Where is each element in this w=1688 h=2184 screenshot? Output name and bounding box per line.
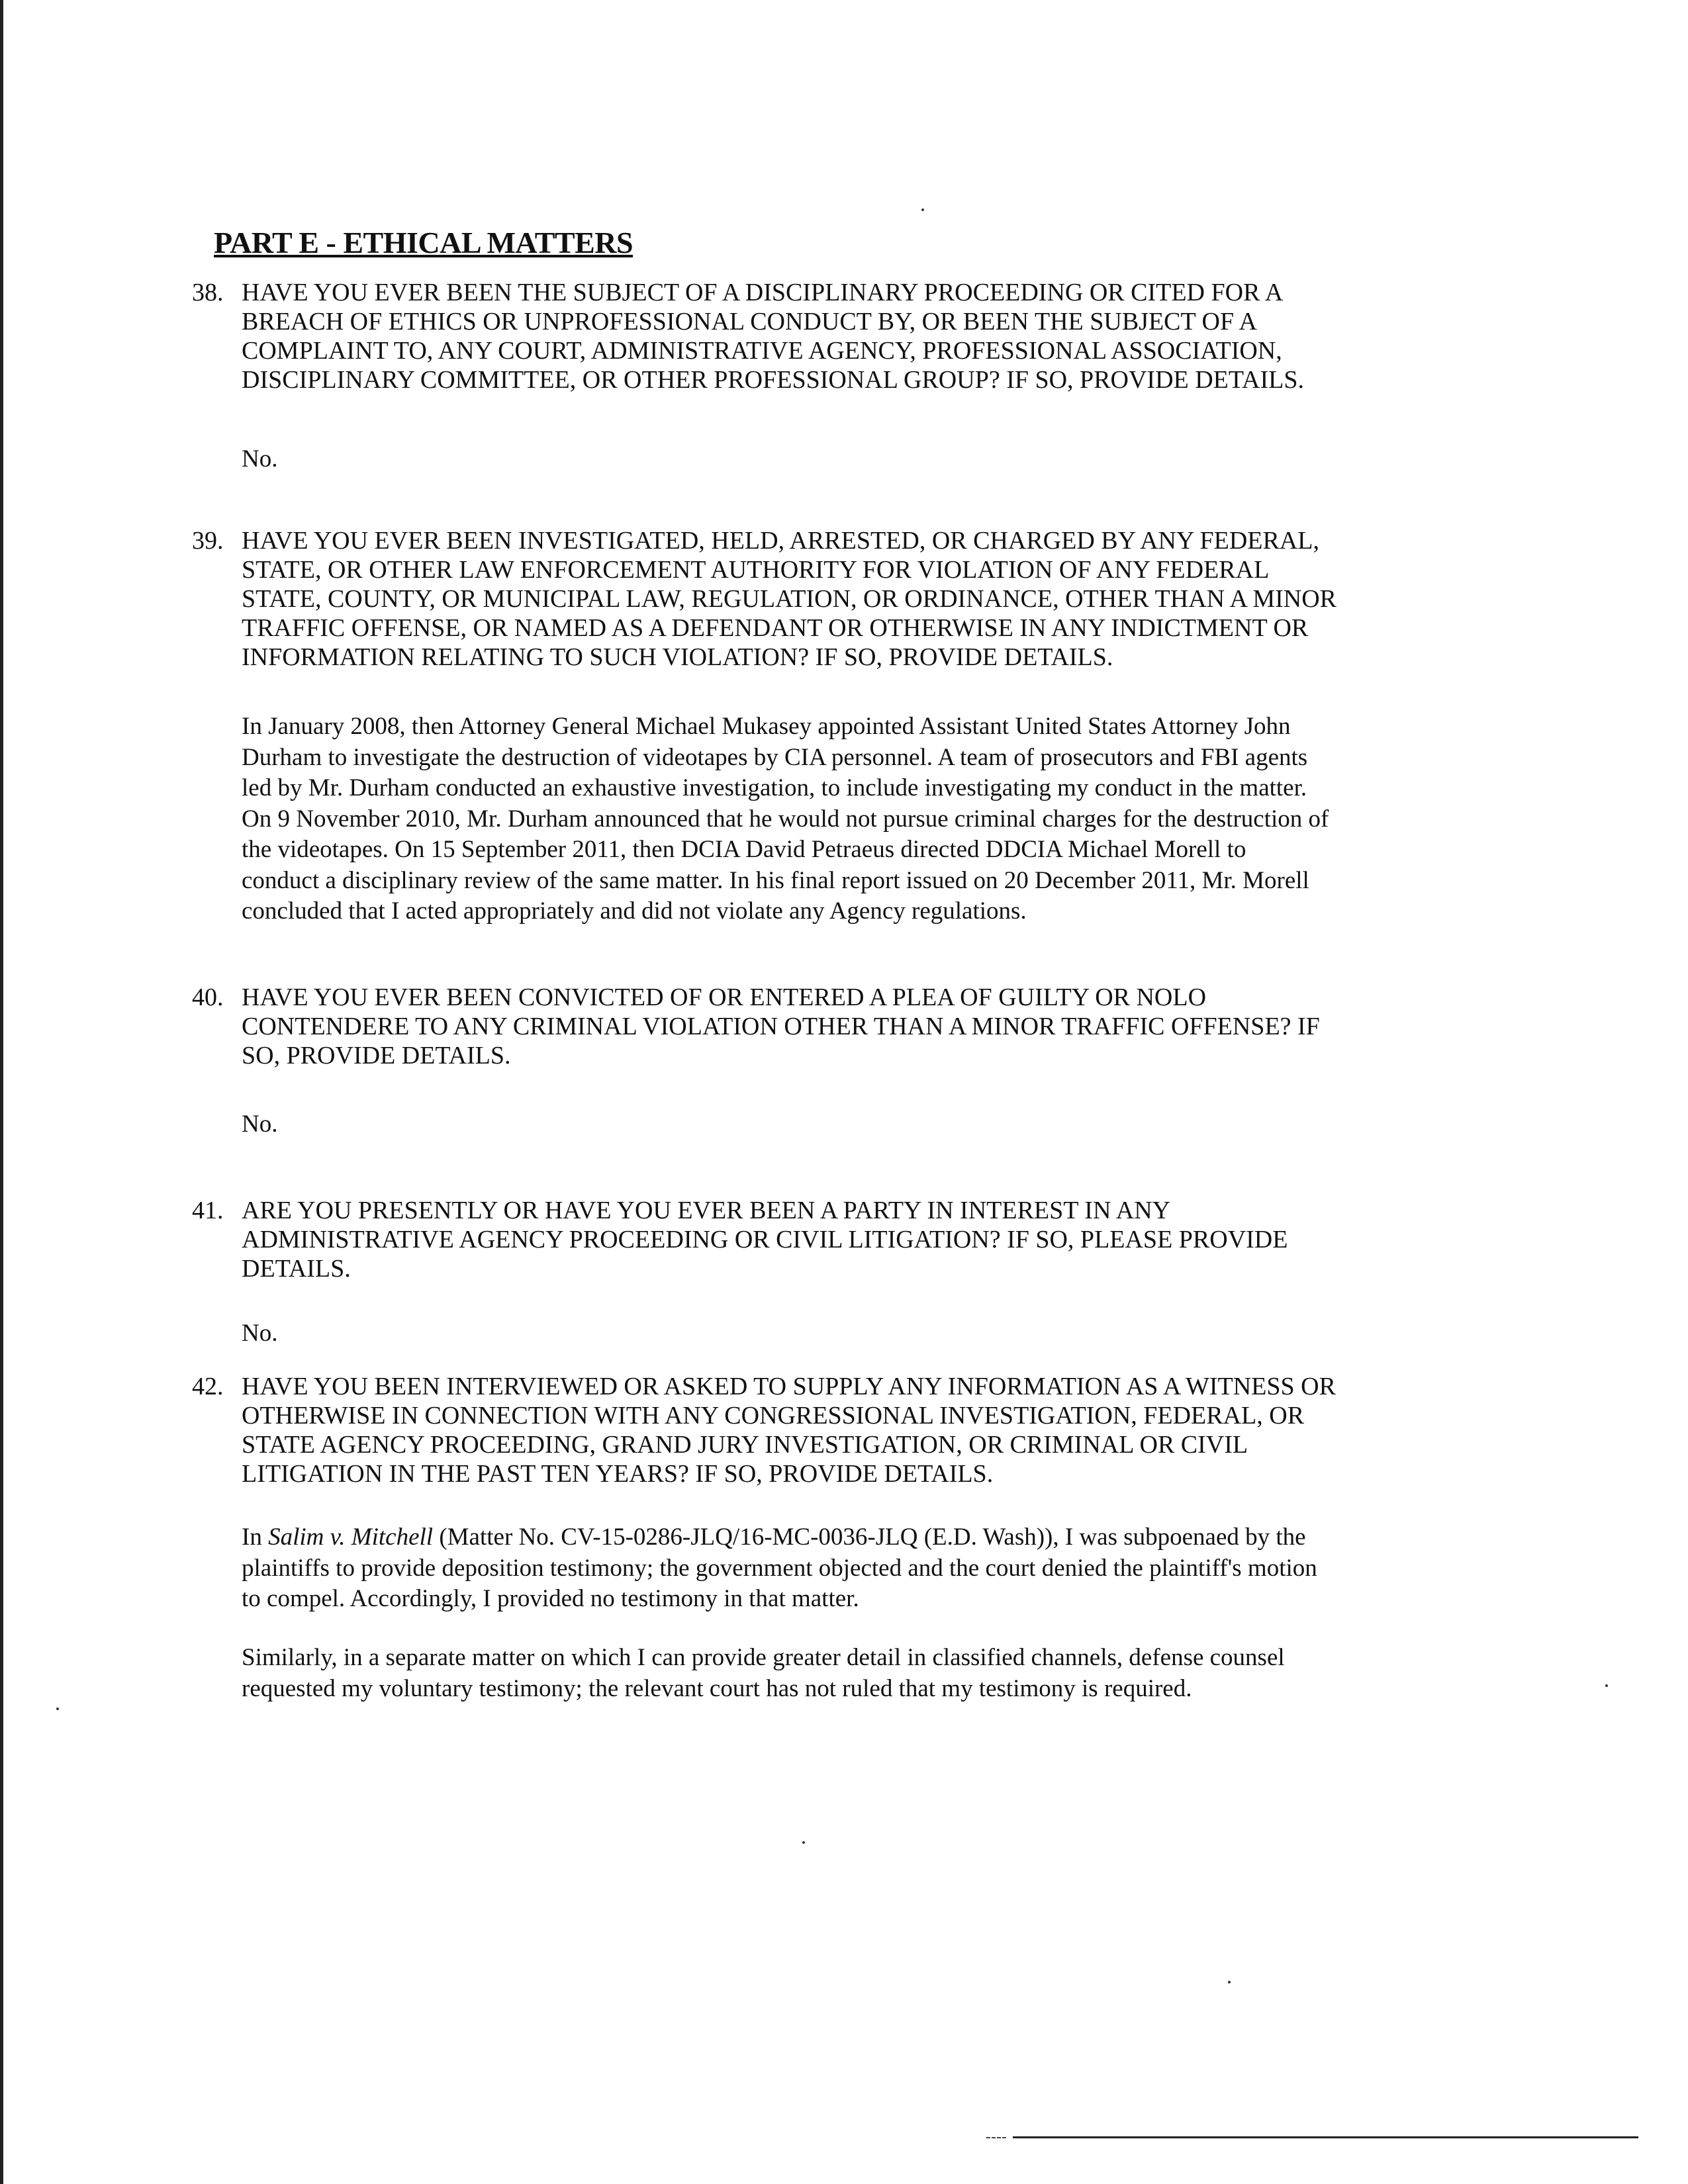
answer-42-paragraph-1 (242, 1522, 1317, 1615)
question-42 (192, 1372, 1336, 1488)
question-number: 38. (192, 279, 224, 306)
answer-line: concluded that I acted appropriately and did not violate any Agency regulations. (242, 897, 1027, 925)
question-line: DISCIPLINARY COMMITTEE, OR OTHER PROFESSIONAL GROUP? IF SO, PROVIDE DETAILS. (242, 366, 1304, 394)
question-line: STATE, COUNTY, OR MUNICIPAL LAW, REGULATION, OR ORDINANCE, OTHER THAN A MINOR (242, 585, 1337, 613)
question-41 (192, 1196, 1288, 1283)
question-line: HAVE YOU EVER BEEN THE SUBJECT OF A DISCIPLINARY PROCEEDING OR CITED FOR A (242, 279, 1284, 306)
answer-line: requested my voluntary testimony; the relevant court has not ruled that my testimony is required. (242, 1674, 1192, 1702)
question-line: OTHERWISE IN CONNECTION WITH ANY CONGRESSIONAL INVESTIGATION, FEDERAL, OR (242, 1402, 1305, 1430)
footer-rule-dashed (986, 2137, 1006, 2138)
question-39 (192, 526, 1336, 672)
question-number: 40. (192, 983, 224, 1011)
footer-rule (1013, 2136, 1638, 2138)
answer-line: Similarly, in a separate matter on which I can provide greater detail in classified channels, defense counsel (242, 1644, 1285, 1671)
answer-line: plaintiffs to provide deposition testimony; the government objected and the court denied the plaintiff's motion (242, 1554, 1317, 1582)
question-number: 42. (192, 1373, 224, 1400)
question-line: DETAILS. (242, 1255, 351, 1283)
answer-line: conduct a disciplinary review of the same matter. In his final report issued on 20 December 2011, Mr. Morell (242, 866, 1309, 894)
scan-speck (921, 208, 924, 211)
question-line: STATE, OR OTHER LAW ENFORCEMENT AUTHORITY FOR VIOLATION OF ANY FEDERAL (242, 556, 1270, 584)
question-38 (192, 278, 1304, 394)
question-line: SO, PROVIDE DETAILS. (242, 1042, 511, 1069)
answer-39 (242, 711, 1329, 927)
question-line: ARE YOU PRESENTLY OR HAVE YOU EVER BEEN A PARTY IN INTEREST IN ANY (242, 1197, 1171, 1224)
question-line: BREACH OF ETHICS OR UNPROFESSIONAL CONDUCT BY, OR BEEN THE SUBJECT OF A (242, 308, 1257, 336)
scan-speck (1228, 1981, 1231, 1983)
case-name: Salim v. Mitchell (268, 1524, 434, 1551)
question-line: CONTENDERE TO ANY CRIMINAL VIOLATION OTHER THAN A MINOR TRAFFIC OFFENSE? IF (242, 1013, 1320, 1040)
question-line: ADMINISTRATIVE AGENCY PROCEEDING OR CIVIL LITIGATION? IF SO, PLEASE PROVIDE (242, 1226, 1288, 1253)
question-line: HAVE YOU EVER BEEN CONVICTED OF OR ENTERED A PLEA OF GUILTY OR NOLO (242, 983, 1207, 1011)
answer-41: No. (242, 1320, 278, 1347)
answer-line: On 9 November 2010, Mr. Durham announced that he would not pursue criminal charges for the destruction of (242, 805, 1329, 833)
scan-speck (1605, 1684, 1608, 1687)
question-line: HAVE YOU EVER BEEN INVESTIGATED, HELD, ARRESTED, OR CHARGED BY ANY FEDERAL, (242, 527, 1319, 555)
answer-line: Durham to investigate the destruction of videotapes by CIA personnel. A team of prosecutors and FBI agents (242, 743, 1308, 771)
scan-speck (56, 1707, 59, 1710)
answer-line: In January 2008, then Attorney General Michael Mukasey appointed Assistant United States Attorney John (242, 713, 1291, 740)
question-line: TRAFFIC OFFENSE, OR NAMED AS A DEFENDANT OR OTHERWISE IN ANY INDICTMENT OR (242, 614, 1309, 642)
answer-42-paragraph-2 (242, 1643, 1285, 1704)
answer-line: led by Mr. Durham conducted an exhaustive investigation, to include investigating my conduct in the matter. (242, 774, 1307, 801)
question-line: LITIGATION IN THE PAST TEN YEARS? IF SO, PROVIDE DETAILS. (242, 1460, 994, 1488)
answer-line: the videotapes. On 15 September 2011, then DCIA David Petraeus directed DDCIA Michael Morell to (242, 836, 1246, 863)
scan-edge (0, 0, 3, 2184)
question-line: INFORMATION RELATING TO SUCH VIOLATION? IF SO, PROVIDE DETAILS. (242, 643, 1113, 671)
question-number: 41. (192, 1197, 224, 1224)
question-line: HAVE YOU BEEN INTERVIEWED OR ASKED TO SUPPLY ANY INFORMATION AS A WITNESS OR (242, 1373, 1336, 1400)
answer-prefix: In (242, 1524, 269, 1551)
answer-text: (Matter No. CV-15-0286-JLQ/16-MC-0036-JLQ (E.D. Wash)), I was subpoenaed by the (433, 1524, 1306, 1551)
answer-40: No. (242, 1111, 278, 1138)
answer-line (242, 1522, 1317, 1553)
section-heading: PART E - ETHICAL MATTERS (214, 226, 633, 259)
answer-38: No. (242, 445, 278, 473)
question-line: STATE AGENCY PROCEEDING, GRAND JURY INVESTIGATION, OR CRIMINAL OR CIVIL (242, 1431, 1248, 1459)
question-40 (192, 983, 1320, 1070)
scan-speck (802, 1841, 805, 1844)
question-number: 39. (192, 527, 224, 555)
question-line: COMPLAINT TO, ANY COURT, ADMINISTRATIVE AGENCY, PROFESSIONAL ASSOCIATION, (242, 337, 1282, 365)
answer-line: to compel. Accordingly, I provided no testimony in that matter. (242, 1585, 859, 1612)
